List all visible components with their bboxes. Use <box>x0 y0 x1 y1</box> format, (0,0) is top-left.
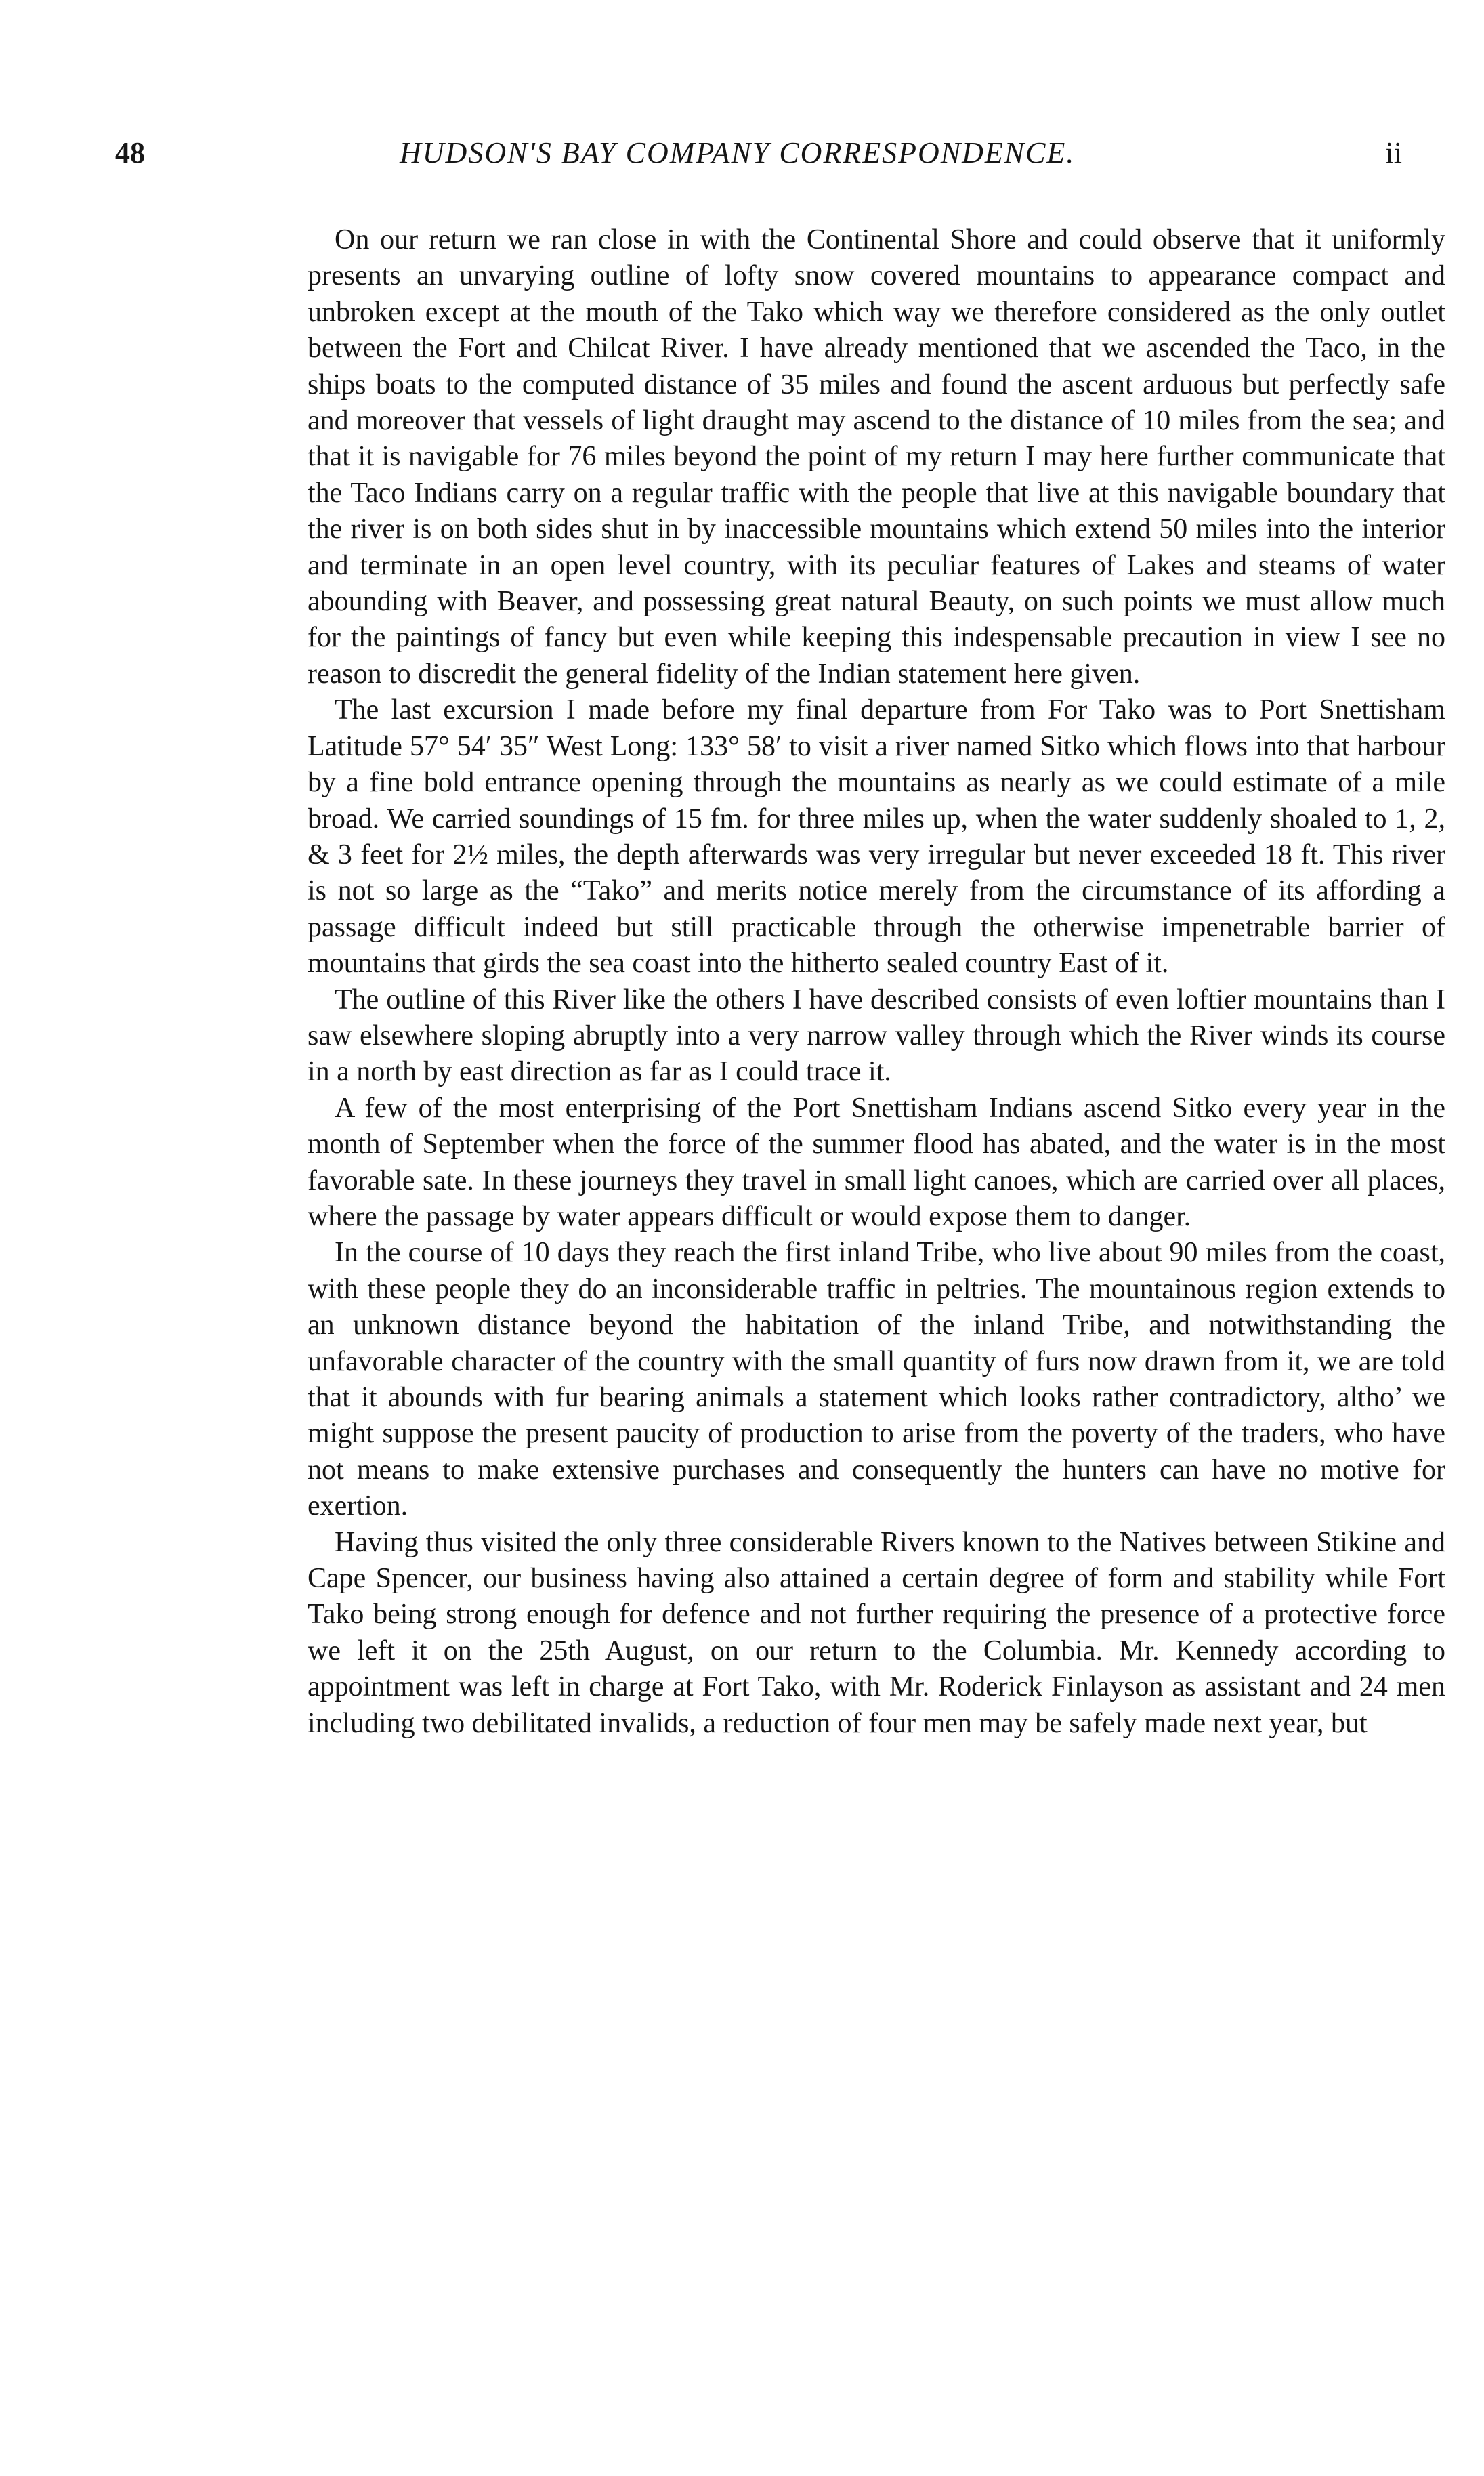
signature-mark: ii <box>1385 136 1402 169</box>
paragraph: Having thus visited the only three considerable Rivers known to the Natives between Stikine and Cape Spencer, our business having also attained a certain degree of form and stability while Fort Tako being strong enough for defence and not further requiring the presence of a protective force we left it on the 25th August, on our return to the Columbia. Mr. Kennedy according to appointment was left in charge at Fort Tako, with Mr. Roderick Finlayson as assistant and 24 men including two debilitated invalids, a reduction of four men may be safely made next year, but <box>308 1526 1445 1739</box>
paragraph: The last excursion I made before my final departure from For Tako was to Port Snettisham Latitude 57° 54′ 35″ West Long: 133° 58′ to visit a river named Sitko which flows into that harbour by a fine bold entrance opening through the mountains as nearly as we could estimate of a mile broad. We carried soundings of 15 fm. for three miles up, when the water suddenly shoaled to 1, 2, & 3 feet for 2½ miles, the depth afterwards was very irregular but never exceeded 18 ft. This river is not so large as the “Tako” and merits notice merely from the circumstance of its affording a passage difficult indeed but still practicable through the otherwise impenetrable barrier of mountains that girds the sea coast into the hitherto sealed country East of it. <box>308 694 1445 980</box>
page-number: 48 <box>115 136 145 169</box>
page-header <box>115 133 1402 173</box>
body-text <box>308 222 1445 1742</box>
running-title: HUDSON'S BAY COMPANY CORRESPONDENCE. <box>400 136 1076 169</box>
paragraph: In the course of 10 days they reach the first inland Tribe, who live about 90 miles from the coast, with these people they do an inconsiderable traffic in peltries. The mountainous region extends to an unknown distance beyond the habitation of the inland Tribe, and notwithstanding the unfavorable character of the country with the small quantity of furs now drawn from it, we are told that it abounds with fur bearing animals a statement which looks rather contradictory, altho’ we might suppose the present paucity of production to arise from the poverty of the traders, who have not means to make extensive purchases and consequently the hunters can have no motive for exertion. <box>308 1237 1445 1522</box>
paragraph: On our return we ran close in with the Continental Shore and could observe that it uniformly presents an unvarying outline of lofty snow covered mountains to appearance compact and unbroken except at the mouth of the Tako which way we therefore considered as the only outlet between the Fort and Chilcat River. I have already mentioned that we ascended the Taco, in the ships boats to the computed distance of 35 miles and found the ascent arduous but perfectly safe and moreover that vessels of light draught may ascend to the distance of 10 miles from the sea; and that it is navigable for 76 miles beyond the point of my return I may here further communicate that the Taco Indians carry on a regular traffic with the people that live at this navigable boundary that the river is on both sides shut in by inaccessible mountains which extend 50 miles into the interior and terminate in an open level country, with its peculiar features of Lakes and steams of water abounding with Beaver, and possessing great natural Beauty, on such points we must allow much for the paintings of fancy but even while keeping this indespensable precaution in view I see no reason to discredit the general fidelity of the Indian statement here given. <box>308 224 1445 690</box>
paragraph: A few of the most enterprising of the Port Snettisham Indians ascend Sitko every year in the month of September when the force of the summer flood has abated, and the water is in the most favorable sate. In these journeys they travel in small light canoes, which are carried over all places, where the passage by water appears difficult or would expose them to danger. <box>308 1092 1445 1232</box>
paragraph: The outline of this River like the others I have described consists of even loftier mountains than I saw elsewhere sloping abruptly into a very narrow valley through which the River winds its course in a north by east direction as far as I could trace it. <box>308 984 1445 1088</box>
